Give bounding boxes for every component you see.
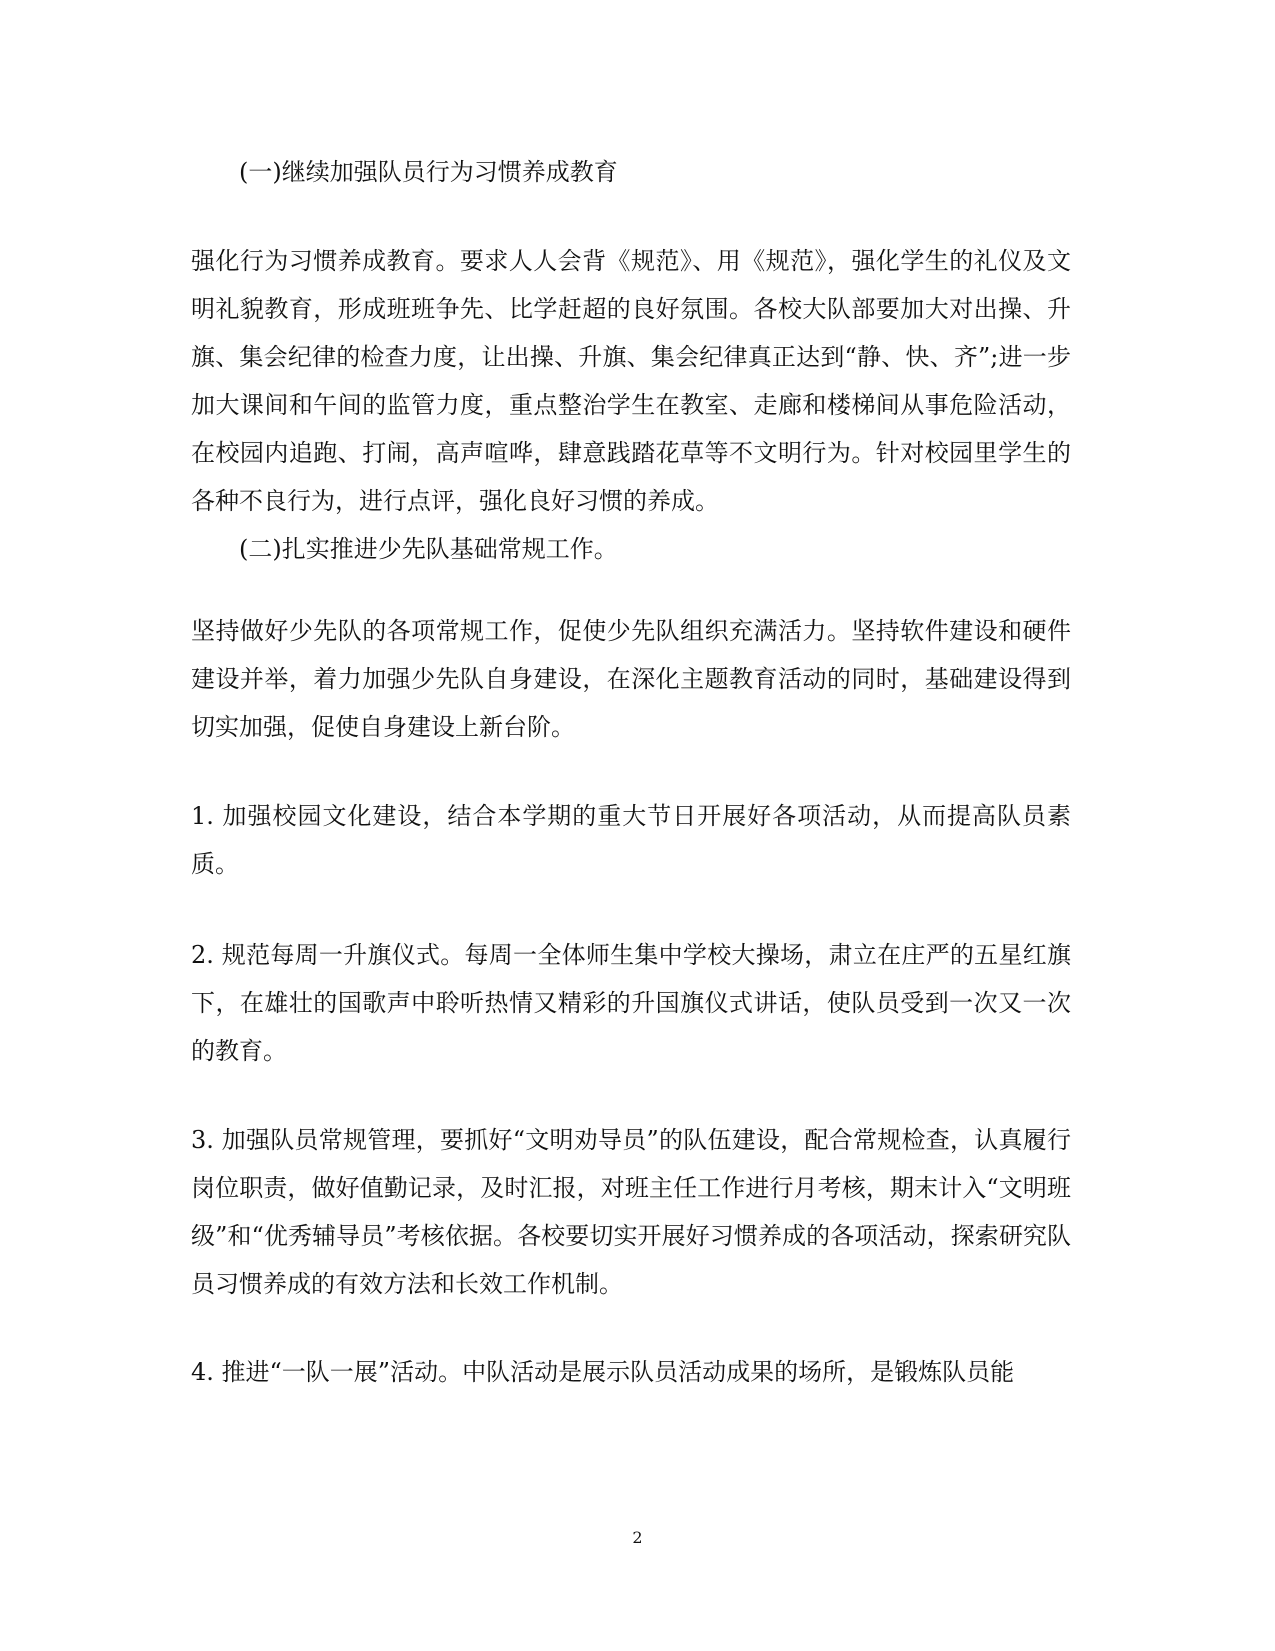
section-heading-2: (二)扎实推进少先队基础常规工作。 — [239, 535, 618, 563]
paragraph-routine-work: 坚持做好少先队的各项常规工作，促使少先队组织充满活力。坚持软件建设和硬件建设并举，着力加强少先队自身建设，在深化主题教育活动的同时，基础建设得到切实加强，促使自身建设上新台阶。 — [191, 617, 1071, 741]
list-item-2: 2. 规范每周一升旗仪式。每周一全体师生集中学校大操场，肃立在庄严的五星红旗下，在雄壮的国歌声中聆听热情又精彩的升国旗仪式讲话，使队员受到一次又一次的教育。 — [191, 941, 1071, 1065]
paragraph-habits: 强化行为习惯养成教育。要求人人会背《规范》、用《规范》，强化学生的礼仪及文明礼貌教育，形成班班争先、比学赶超的良好氛围。各校大队部要加大对出操、升旗、集会纪律的检查力度，让出操、升旗、集会纪律真正达到“静、快、齐”;进一步加大课间和午间的监管力度，重点整治学生在教室、走廊和楼梯间从事危险活动，在校园内追跑、打闹，高声喧哗，肆意践踏花草等不文明行为。针对校园里学生的各种不良行为，进行点评，强化良好习惯的养成。 — [191, 247, 1071, 515]
page-number: 2 — [632, 1528, 643, 1547]
list-item-4: 4. 推进“一队一展”活动。中队活动是展示队员活动成果的场所，是锻炼队员能 — [191, 1358, 1015, 1386]
list-item-3: 3. 加强队员常规管理，要抓好“文明劝导员”的队伍建设，配合常规检查，认真履行岗位职责，做好值勤记录，及时汇报，对班主任工作进行月考核，期末计入“文明班级”和“优秀辅导员”考核依据。各校要切实开展好习惯养成的各项活动，探索研究队员习惯养成的有效方法和长效工作机制。 — [191, 1126, 1071, 1298]
section-heading-1: (一)继续加强队员行为习惯养成教育 — [239, 158, 618, 186]
list-item-1: 1. 加强校园文化建设，结合本学期的重大节日开展好各项活动，从而提高队员素质。 — [191, 802, 1071, 878]
